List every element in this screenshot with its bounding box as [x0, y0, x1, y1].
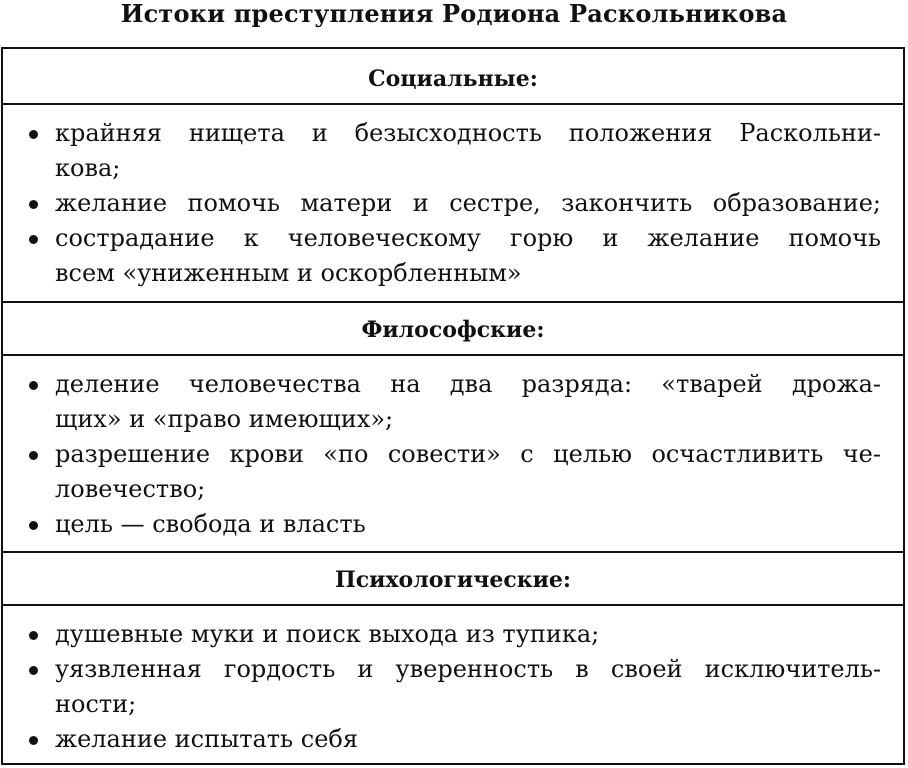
- item-line: сострадание к человеческому горю и желание помочь: [55, 224, 881, 252]
- section-list-philosophical: [3, 367, 903, 542]
- list-item: [3, 367, 903, 437]
- list-item: [3, 652, 903, 722]
- list-item: [3, 186, 903, 221]
- page-title: Истоки преступления Родиона Раскольникова: [120, 0, 788, 28]
- item-line: уязвленная гордость и уверенность в своей исключитель-: [55, 655, 881, 683]
- section-header-philosophical: Философские:: [3, 303, 903, 356]
- bullet-icon: [29, 451, 38, 460]
- bullet-icon: [29, 631, 38, 640]
- bullet-icon: [29, 200, 38, 209]
- item-line: ности;: [55, 690, 137, 718]
- bullet-icon: [29, 235, 38, 244]
- section-list-psychological: [3, 617, 903, 757]
- section-header-psychological: Психологические:: [3, 553, 903, 606]
- item-line: деление человечества на два разряда: «тварей дрожа-: [55, 370, 881, 398]
- item-line: желание помочь матери и сестре, закончить образование;: [55, 189, 881, 217]
- list-item: [3, 507, 903, 542]
- item-line: кова;: [55, 154, 121, 182]
- item-line: разрешение крови «по совести» с целью осчастливить че-: [55, 440, 881, 468]
- bullet-icon: [29, 521, 38, 530]
- list-item: [3, 116, 903, 186]
- item-line: ловечество;: [55, 475, 206, 503]
- item-line: цель — свобода и власть: [55, 510, 366, 538]
- item-line: душевные муки и поиск выхода из тупика;: [55, 620, 600, 648]
- list-item: [3, 221, 903, 291]
- item-line: щих» и «право имеющих»;: [55, 405, 394, 433]
- bullet-icon: [29, 736, 38, 745]
- list-item: [3, 722, 903, 757]
- list-item: [3, 437, 903, 507]
- list-item: [3, 617, 903, 652]
- bullet-icon: [29, 130, 38, 139]
- section-list-social: [3, 116, 903, 291]
- item-line: всем «униженным и оскорбленным»: [55, 259, 522, 287]
- item-line: желание испытать себя: [55, 725, 358, 753]
- causes-table: [1, 47, 905, 765]
- item-line: крайняя нищета и безысходность положения Раскольни-: [55, 119, 881, 147]
- bullet-icon: [29, 666, 38, 675]
- bullet-icon: [29, 381, 38, 390]
- section-header-social: Социальные:: [3, 49, 903, 105]
